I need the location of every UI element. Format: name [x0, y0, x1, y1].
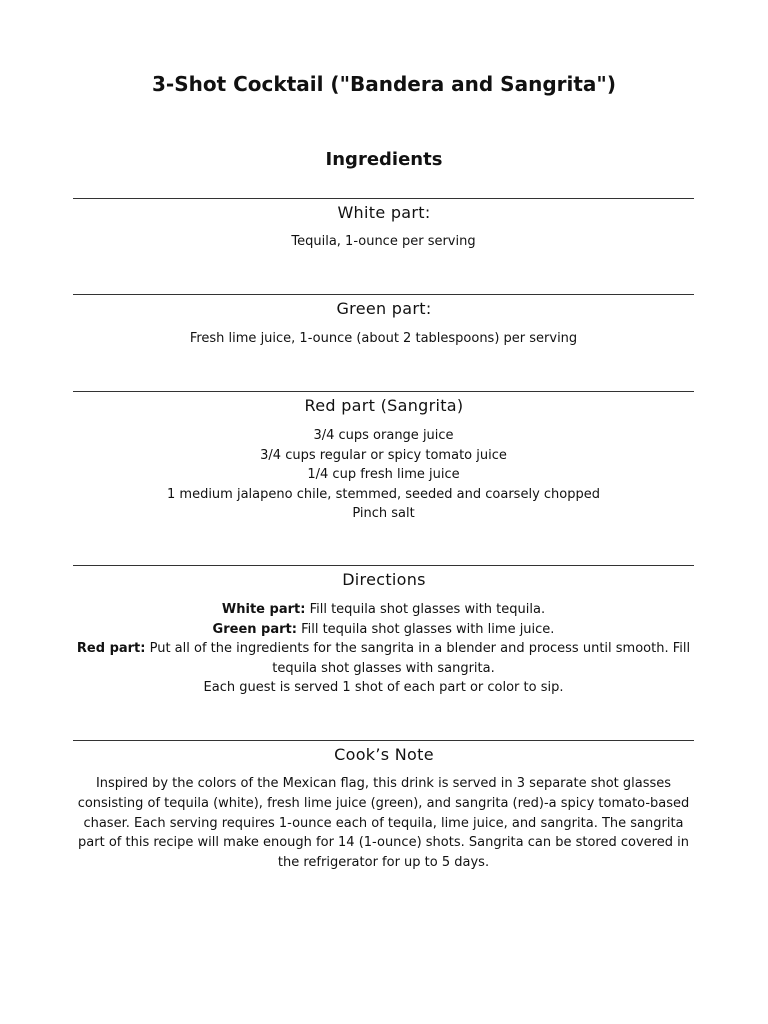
- cooks-note-text: Inspired by the colors of the Mexican flag, this drink is served in 3 separate shot glasses consisting of tequila (white), fresh lime juice (green), and sangrita (red)-a spicy tomato-based chaser. Each serving requires 1-ounce each of tequila, lime juice, and sangrita. The sangrita part of this recipe will make enough for 14 (1-ounce) shots. Sangrita can be stored covered in the refrigerator for up to 5 days.: [77, 776, 690, 871]
- ingredient-item: Tequila, 1-ounce per serving: [291, 234, 476, 249]
- red-part-heading: Red part (Sangrita): [304, 396, 464, 415]
- ingredient-item: Fresh lime juice, 1-ounce (about 2 tablespoons) per serving: [189, 331, 578, 346]
- section-divider: [73, 391, 694, 392]
- cooks-note-heading: Cook’s Note: [334, 745, 434, 764]
- direction-step-label: Red part:: [76, 641, 146, 656]
- section-divider: [73, 198, 694, 199]
- green-part-heading: Green part:: [336, 299, 432, 318]
- ingredient-item: 3/4 cups orange juice: [313, 428, 454, 443]
- white-part-items: [73, 232, 694, 252]
- direction-step-label: Green part:: [212, 621, 297, 637]
- direction-step-text: Put all of the ingredients for the sangrita in a blender and process until smooth. Fill tequila shot glasses with sangrita.: [145, 641, 691, 676]
- direction-step: [73, 620, 694, 640]
- direction-step-text: Fill tequila shot glasses with lime juice.: [296, 621, 555, 637]
- red-part-items: [73, 426, 694, 524]
- ingredients-heading: Ingredients: [325, 149, 443, 170]
- direction-step: [73, 600, 694, 620]
- page-title: 3-Shot Cocktail ("Bandera and Sangrita"): [152, 72, 616, 96]
- green-part-items: [73, 329, 694, 349]
- section-divider: [73, 565, 694, 566]
- direction-step-label: White part:: [221, 602, 306, 617]
- ingredient-item: Pinch salt: [352, 506, 415, 521]
- direction-step-text: Fill tequila shot glasses with tequila.: [305, 602, 546, 617]
- ingredient-item: 1 medium jalapeno chile, stemmed, seeded and coarsely chopped: [167, 486, 600, 502]
- directions-heading: Directions: [342, 570, 426, 589]
- ingredient-item: 3/4 cups regular or spicy tomato juice: [260, 447, 507, 463]
- section-divider: [73, 740, 694, 741]
- directions-steps: [73, 600, 694, 698]
- direction-step: [73, 639, 694, 678]
- ingredient-item: 1/4 cup fresh lime juice: [307, 467, 460, 482]
- section-divider: [73, 294, 694, 295]
- white-part-heading: White part:: [337, 203, 431, 222]
- direction-closing: Each guest is served 1 shot of each part or color to sip.: [203, 680, 564, 695]
